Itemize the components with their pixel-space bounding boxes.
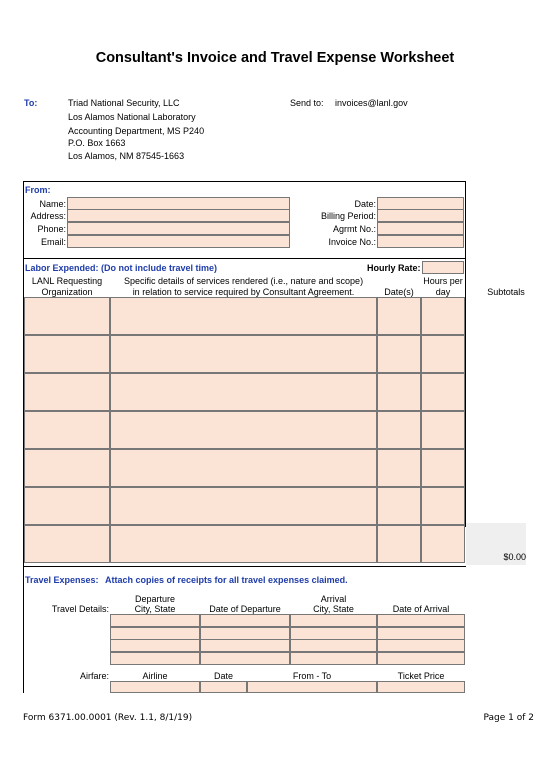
labor-total: $0.00 [503,552,526,562]
labor-hours-cell[interactable] [421,525,465,563]
travel-col-header: Departure [134,594,176,604]
phone-field[interactable] [67,222,290,235]
to-label: To: [24,98,38,108]
labor-hours-cell[interactable] [421,449,465,487]
col-org-header: LANL Requesting [31,276,103,286]
labor-hours-cell[interactable] [421,411,465,449]
send-to-label: Send to: [290,98,324,108]
page-number: Page 1 of 2 [483,713,534,723]
labor-dates-cell[interactable] [377,487,421,525]
travel-arrival-city-cell[interactable] [290,614,377,627]
col-subtotals-header: Subtotals [487,287,525,297]
travel-departure-date-cell[interactable] [200,639,290,652]
travel-departure-city-cell[interactable] [110,614,200,627]
col-hours-header: Hours per [423,276,463,286]
travel-arrival-city-cell[interactable] [290,639,377,652]
travel-note: Attach copies of receipts for all travel expenses claimed. [105,575,348,585]
travel-departure-date-cell[interactable] [200,614,290,627]
address-field[interactable] [67,209,290,222]
airfare-col-header: Airline [142,671,168,681]
billing-period-field[interactable] [377,209,464,222]
labor-dates-cell[interactable] [377,449,421,487]
email-field[interactable] [67,235,290,248]
travel-departure-date-cell[interactable] [200,652,290,665]
labor-dates-cell[interactable] [377,373,421,411]
airfare-airline-cell[interactable] [110,681,200,693]
airfare-col-header: From - To [292,671,332,681]
col-details-header: in relation to service required by Consultant Agreement. [132,287,355,297]
labor-org-cell[interactable] [24,373,110,411]
billing-period-label: Billing Period: [320,211,376,221]
hourly-rate-label: Hourly Rate: [367,263,421,273]
labor-org-cell[interactable] [24,411,110,449]
agreement-number-field[interactable] [377,222,464,235]
from-label: From: [25,185,51,195]
travel-arrival-date-cell[interactable] [377,614,465,627]
travel-arrival-city-cell[interactable] [290,627,377,640]
hourly-rate-field[interactable] [422,261,464,274]
labor-details-cell[interactable] [110,411,377,449]
labor-org-cell[interactable] [24,449,110,487]
travel-heading: Travel Expenses: [25,575,99,585]
labor-details-cell[interactable] [110,335,377,373]
col-org-header: Organization [41,287,93,297]
invoice-number-label: Invoice No.: [328,237,376,247]
labor-hours-cell[interactable] [421,297,465,335]
date-label: Date: [354,199,376,209]
phone-label: Phone: [37,224,66,234]
col-dates-header: Date(s) [384,287,414,297]
travel-departure-date-cell[interactable] [200,627,290,640]
labor-org-cell[interactable] [24,335,110,373]
to-line: P.O. Box 1663 [68,138,126,148]
labor-hours-cell[interactable] [421,487,465,525]
labor-dates-cell[interactable] [377,525,421,563]
labor-dates-cell[interactable] [377,411,421,449]
airfare-price-cell[interactable] [377,681,465,693]
airfare-route-cell[interactable] [247,681,377,693]
airfare-date-cell[interactable] [200,681,247,693]
labor-dates-cell[interactable] [377,297,421,335]
labor-details-cell[interactable] [110,373,377,411]
name-label: Name: [39,199,66,209]
to-line: Accounting Department, MS P240 [68,126,205,136]
page-title: Consultant's Invoice and Travel Expense Worksheet [95,50,455,66]
labor-org-cell[interactable] [24,525,110,563]
email-label: Email: [40,237,66,247]
travel-col-header: Date of Departure [209,604,281,614]
travel-col-header: Date of Arrival [392,604,450,614]
labor-hours-cell[interactable] [421,335,465,373]
form-number: Form 6371.00.0001 (Rev. 1.1, 8/1/19) [23,713,193,723]
to-line: Triad National Security, LLC [68,98,180,108]
labor-org-cell[interactable] [24,297,110,335]
travel-departure-city-cell[interactable] [110,639,200,652]
to-line: Los Alamos, NM 87545-1663 [68,151,185,161]
travel-col-header: City, State [313,604,354,614]
labor-details-cell[interactable] [110,525,377,563]
to-line: Los Alamos National Laboratory [68,112,196,122]
airfare-label: Airfare: [79,671,109,681]
travel-arrival-date-cell[interactable] [377,652,465,665]
travel-arrival-date-cell[interactable] [377,639,465,652]
invoice-number-field[interactable] [377,235,464,248]
labor-details-cell[interactable] [110,297,377,335]
col-details-header: Specific details of services rendered (i.e., nature and scope) [123,276,364,286]
labor-heading: Labor Expended: (Do not include travel time) [25,263,218,273]
travel-departure-city-cell[interactable] [110,652,200,665]
labor-details-cell[interactable] [110,449,377,487]
travel-departure-city-cell[interactable] [110,627,200,640]
travel-col-header: City, State [134,604,176,614]
travel-arrival-city-cell[interactable] [290,652,377,665]
travel-details-label: Travel Details: [51,604,109,614]
airfare-col-header: Date [213,671,233,681]
address-label: Address: [30,211,66,221]
airfare-col-header: Ticket Price [397,671,445,681]
labor-org-cell[interactable] [24,487,110,525]
labor-dates-cell[interactable] [377,335,421,373]
send-to-email: invoices@lanl.gov [335,98,408,108]
travel-arrival-date-cell[interactable] [377,627,465,640]
travel-col-header: Arrival [320,594,347,604]
agreement-number-label: Agrmt No.: [332,224,376,234]
labor-details-cell[interactable] [110,487,377,525]
col-hours-header: day [435,287,451,297]
labor-hours-cell[interactable] [421,373,465,411]
